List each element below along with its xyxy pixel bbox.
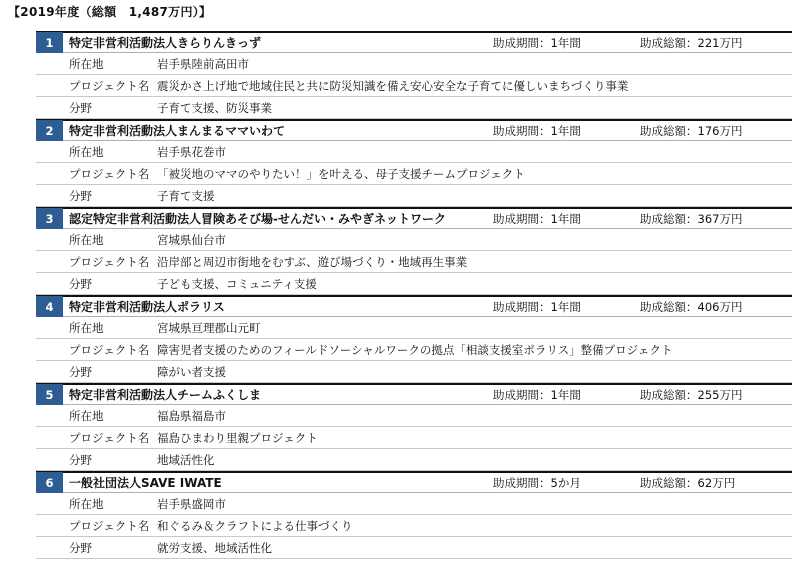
project-label: プロジェクト名 (69, 166, 150, 181)
grant-table (36, 31, 792, 559)
project-value: 障害児者支援のためのフィールドソーシャルワークの拠点「相談支援室ポラリス」整備プロジェクト (157, 342, 673, 357)
location-value: 岩手県盛岡市 (157, 496, 226, 511)
grant-amount: 助成総額：62万円 (640, 475, 736, 490)
project-row (36, 163, 792, 185)
organization-name: 特定非営利活動法人ポラリス (69, 300, 225, 314)
grant-number-badge: 5 (36, 384, 63, 405)
field-value: 障がい者支援 (157, 364, 226, 379)
location-label: 所在地 (69, 232, 104, 247)
location-row (36, 493, 792, 515)
location-row (36, 317, 792, 339)
organization-name: 認定特定非営利活動法人冒険あそび場‐せんだい・みやぎネットワーク (69, 212, 446, 226)
grant-amount: 助成総額：406万円 (640, 299, 743, 314)
location-label: 所在地 (69, 144, 104, 159)
field-label: 分野 (69, 452, 92, 467)
field-label: 分野 (69, 276, 92, 291)
grant-number-badge: 6 (36, 472, 63, 493)
location-value: 福島県福島市 (157, 408, 226, 423)
field-value: 就労支援、地域活性化 (157, 540, 272, 555)
project-value: 和ぐるみ＆クラフトによる仕事づくり (157, 518, 353, 533)
location-value: 岩手県陸前高田市 (157, 56, 249, 71)
grant-entry (36, 31, 792, 119)
project-label: プロジェクト名 (69, 342, 150, 357)
grant-amount: 助成総額：176万円 (640, 123, 743, 138)
field-label: 分野 (69, 364, 92, 379)
field-label: 分野 (69, 100, 92, 115)
project-value: 沿岸部と周辺市街地をむすぶ、遊び場づくり・地域再生事業 (157, 254, 468, 269)
location-row (36, 229, 792, 251)
grant-period: 助成期間：1年間 (493, 123, 581, 138)
project-row (36, 515, 792, 537)
field-row (36, 449, 792, 471)
grant-period: 助成期間：1年間 (493, 211, 581, 226)
grant-amount: 助成総額：221万円 (640, 35, 743, 50)
organization-name: 特定非営利活動法人まんまるママいわて (69, 124, 286, 138)
grant-entry (36, 383, 792, 471)
grant-header-row (36, 31, 792, 53)
grant-entry (36, 295, 792, 383)
grant-amount: 助成総額：367万円 (640, 211, 743, 226)
field-row (36, 361, 792, 383)
organization-name: 特定非営利活動法人チームふくしま (69, 388, 262, 402)
project-label: プロジェクト名 (69, 78, 150, 93)
grant-number-badge: 1 (36, 32, 63, 53)
project-label: プロジェクト名 (69, 518, 150, 533)
grant-number-badge: 4 (36, 296, 63, 317)
field-label: 分野 (69, 188, 92, 203)
project-value: 福島ひまわり里親プロジェクト (157, 430, 318, 445)
project-row (36, 75, 792, 97)
grant-period: 助成期間：5か月 (493, 475, 581, 490)
location-label: 所在地 (69, 56, 104, 71)
grant-period: 助成期間：1年間 (493, 299, 581, 314)
page-title: 【2019年度（総額 1,487万円）】 (8, 5, 212, 19)
location-row (36, 141, 792, 163)
field-value: 子ども支援、コミュニティ支援 (157, 276, 317, 291)
field-value: 子育て支援、防災事業 (157, 100, 272, 115)
field-row (36, 273, 792, 295)
project-value: 震災かさ上げ地で地域住民と共に防災知識を備え安心安全な子育てに優しいまちづくり事業 (157, 78, 629, 93)
location-row (36, 405, 792, 427)
grant-number-badge: 2 (36, 120, 63, 141)
grant-header-row (36, 383, 792, 405)
grant-amount: 助成総額：255万円 (640, 387, 743, 402)
location-label: 所在地 (69, 496, 104, 511)
location-value: 宮城県亘理郡山元町 (157, 320, 261, 335)
project-value: 「被災地のママのやりたい！」を叶える、母子支援チームプロジェクト (157, 166, 525, 181)
location-value: 岩手県花巻市 (157, 144, 226, 159)
organization-name: 一般社団法人SAVE IWATE (69, 476, 222, 490)
grant-header-row (36, 207, 792, 229)
grant-period: 助成期間：1年間 (493, 35, 581, 50)
organization-name: 特定非営利活動法人きらりんきっず (69, 36, 262, 50)
project-row (36, 339, 792, 361)
grant-header-row (36, 119, 792, 141)
project-label: プロジェクト名 (69, 430, 150, 445)
grant-header-row (36, 471, 792, 493)
project-label: プロジェクト名 (69, 254, 150, 269)
location-label: 所在地 (69, 320, 104, 335)
grant-header-row (36, 295, 792, 317)
field-row (36, 97, 792, 119)
grant-entry (36, 207, 792, 295)
grant-entry (36, 119, 792, 207)
project-row (36, 251, 792, 273)
grant-number-badge: 3 (36, 208, 63, 229)
field-value: 子育て支援 (157, 188, 215, 203)
field-label: 分野 (69, 540, 92, 555)
location-value: 宮城県仙台市 (157, 232, 226, 247)
field-row (36, 185, 792, 207)
project-row (36, 427, 792, 449)
location-label: 所在地 (69, 408, 104, 423)
grant-entry (36, 471, 792, 559)
field-row (36, 537, 792, 559)
grant-period: 助成期間：1年間 (493, 387, 581, 402)
location-row (36, 53, 792, 75)
field-value: 地域活性化 (157, 452, 215, 467)
